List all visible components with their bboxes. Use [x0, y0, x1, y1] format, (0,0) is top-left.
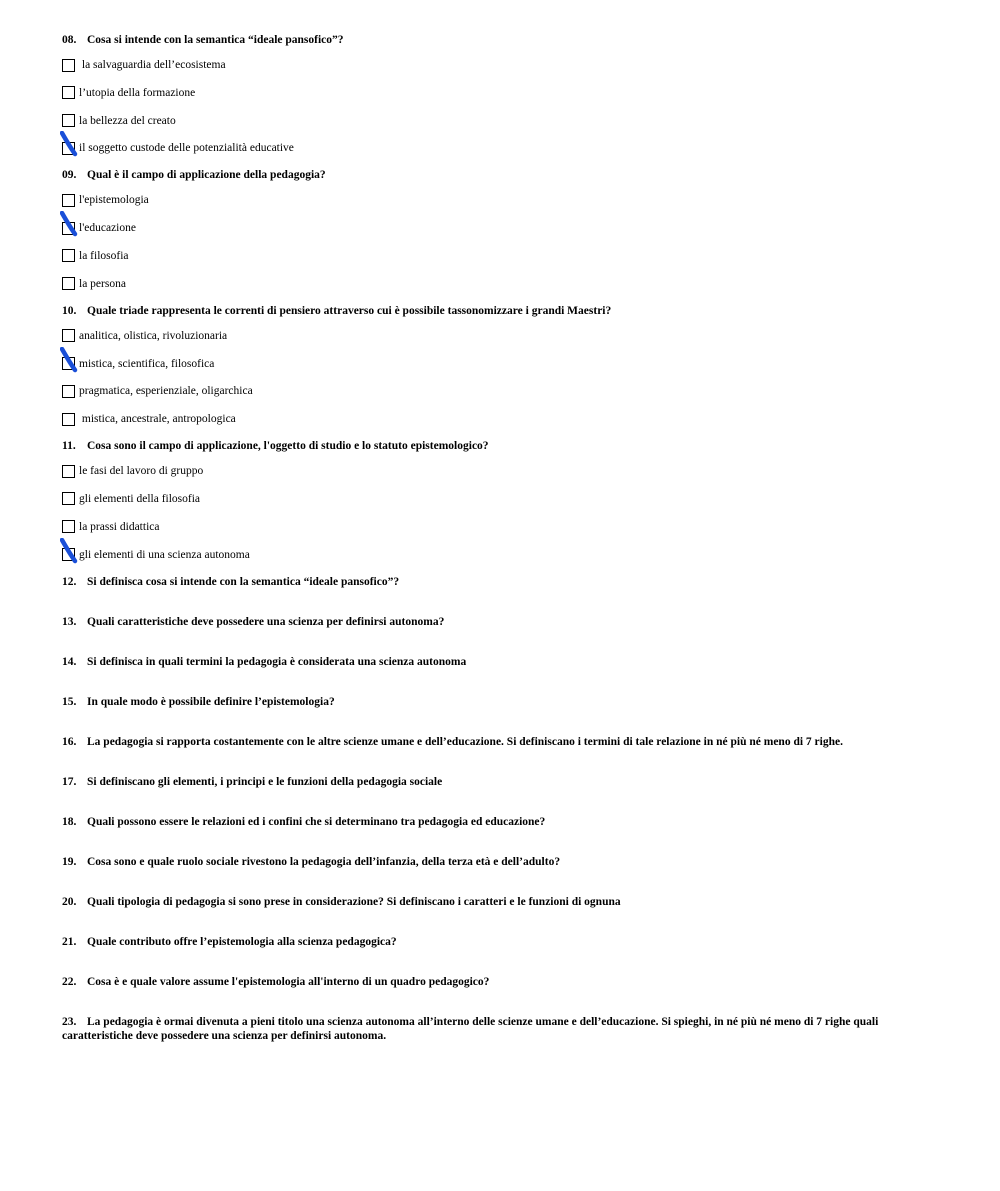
question-number: 15. [62, 695, 77, 708]
option-label: la prassi didattica [79, 520, 160, 533]
question-text: Quali possono essere le relazioni ed i confini che si determinano tra pedagogia ed educazione? [87, 815, 546, 828]
answer-option[interactable] [62, 547, 942, 563]
checkbox[interactable] [62, 59, 75, 72]
open-question [62, 895, 942, 909]
open-question [62, 575, 942, 589]
answer-option[interactable] [62, 248, 942, 264]
checkbox[interactable] [62, 492, 75, 505]
option-label: la salvaguardia dell’ecosistema [79, 59, 226, 71]
question-text: La pedagogia si rapporta costantemente con le altre scienze umane e dell’educazione. Si definiscano i termini di tale relazione in né più né meno di 7 righe. [87, 735, 843, 748]
answer-option[interactable] [62, 192, 942, 208]
question-title [62, 33, 942, 47]
checkbox[interactable] [62, 277, 75, 290]
answer-option[interactable] [62, 113, 942, 129]
option-label: l'epistemologia [79, 194, 149, 207]
checkbox[interactable] [62, 357, 75, 370]
question-text: In quale modo è possibile definire l’epistemologia? [87, 695, 335, 708]
checkbox[interactable] [62, 329, 75, 342]
multiple-choice-section [62, 33, 942, 563]
option-label: analitica, olistica, rivoluzionaria [79, 329, 228, 342]
question-title [62, 304, 942, 318]
question-number: 09. [62, 169, 77, 182]
open-questions-section [62, 575, 942, 1043]
question-title [62, 439, 942, 453]
question-text: Si definisca cosa si intende con la semantica “ideale pansofico”? [87, 575, 400, 588]
question-number: 11. [62, 440, 76, 453]
question-text: Quale triade rappresenta le correnti di pensiero attraverso cui è possibile tassonomizzare i grandi Maestri? [87, 304, 612, 317]
open-question [62, 815, 942, 829]
open-question [62, 735, 942, 749]
option-label: pragmatica, esperienziale, oligarchica [79, 385, 253, 398]
open-question [62, 695, 942, 709]
question-block [62, 439, 942, 562]
checkbox[interactable] [62, 249, 75, 262]
question-number: 19. [62, 855, 77, 868]
question-title [62, 168, 942, 182]
option-label: l'educazione [79, 222, 136, 235]
question-number: 10. [62, 304, 77, 317]
question-text: Si definiscano gli elementi, i principi e le funzioni della pedagogia sociale [87, 775, 443, 788]
answer-option[interactable] [62, 57, 942, 73]
answer-option[interactable] [62, 85, 942, 101]
question-number: 20. [62, 895, 77, 908]
question-number: 08. [62, 34, 77, 46]
question-number: 22. [62, 975, 77, 988]
question-text: Cosa sono il campo di applicazione, l'oggetto di studio e lo statuto epistemologico? [87, 440, 489, 453]
question-text: Quali tipologia di pedagogia si sono prese in considerazione? Si definiscano i caratteri e le funzioni di ognuna [87, 895, 621, 908]
quiz-page [62, 33, 942, 1069]
answer-option[interactable] [62, 519, 942, 535]
question-number: 18. [62, 815, 77, 828]
open-question [62, 855, 942, 869]
checkbox[interactable] [62, 413, 75, 426]
question-block [62, 33, 942, 156]
checkbox[interactable] [62, 114, 75, 127]
open-question [62, 615, 942, 629]
answer-option[interactable] [62, 491, 942, 507]
option-label: mistica, ancestrale, antropologica [79, 413, 236, 426]
checkbox[interactable] [62, 385, 75, 398]
option-label: gli elementi di una scienza autonoma [79, 548, 250, 561]
open-question [62, 1015, 942, 1043]
answer-option[interactable] [62, 276, 942, 292]
question-text: Quali caratteristiche deve possedere una scienza per definirsi autonoma? [87, 615, 445, 628]
option-label: gli elementi della filosofia [79, 492, 201, 505]
answer-option[interactable] [62, 411, 942, 427]
checkbox[interactable] [62, 222, 75, 235]
option-label: la bellezza del creato [79, 114, 176, 127]
checkbox[interactable] [62, 520, 75, 533]
checkbox[interactable] [62, 142, 75, 155]
question-number: 16. [62, 735, 77, 748]
question-number: 12. [62, 575, 77, 588]
question-text: Cosa si intende con la semantica “ideale pansofico”? [87, 34, 344, 46]
answer-option[interactable] [62, 220, 942, 236]
question-number: 13. [62, 615, 77, 628]
question-number: 17. [62, 775, 77, 788]
question-text: La pedagogia è ormai divenuta a pieni titolo una scienza autonoma all’interno delle scienze umane e dell’educazione. Si spieghi, in né più né meno di 7 righe quali caratteristiche deve possedere una scienza per definirsi autonoma. [62, 1015, 879, 1042]
question-text: Cosa è e quale valore assume l'epistemologia all'interno di un quadro pedagogico? [87, 975, 490, 988]
checkbox[interactable] [62, 86, 75, 99]
option-label: l’utopia della formazione [79, 86, 196, 99]
option-label: le fasi del lavoro di gruppo [79, 465, 204, 478]
answer-option[interactable] [62, 140, 942, 156]
answer-option[interactable] [62, 383, 942, 399]
checkbox[interactable] [62, 548, 75, 561]
answer-option[interactable] [62, 463, 942, 479]
question-number: 23. [62, 1015, 77, 1028]
option-label: la filosofia [79, 249, 129, 262]
option-label: la persona [79, 277, 126, 290]
question-text: Quale contributo offre l’epistemologia alla scienza pedagogica? [87, 935, 397, 948]
open-question [62, 775, 942, 789]
option-label: mistica, scientifica, filosofica [79, 357, 215, 370]
question-number: 21. [62, 935, 77, 948]
question-block [62, 168, 942, 291]
answer-option[interactable] [62, 328, 942, 344]
question-text: Si definisca in quali termini la pedagogia è considerata una scienza autonoma [87, 655, 467, 668]
option-label: il soggetto custode delle potenzialità educative [79, 142, 294, 155]
checkbox[interactable] [62, 194, 75, 207]
answer-option[interactable] [62, 356, 942, 372]
checkbox[interactable] [62, 465, 75, 478]
open-question [62, 935, 942, 949]
question-text: Qual è il campo di applicazione della pedagogia? [87, 169, 326, 182]
question-number: 14. [62, 655, 77, 668]
question-block [62, 304, 942, 427]
open-question [62, 975, 942, 989]
question-text: Cosa sono e quale ruolo sociale rivestono la pedagogia dell’infanzia, della terza età e dell’adulto? [87, 855, 561, 868]
open-question [62, 655, 942, 669]
